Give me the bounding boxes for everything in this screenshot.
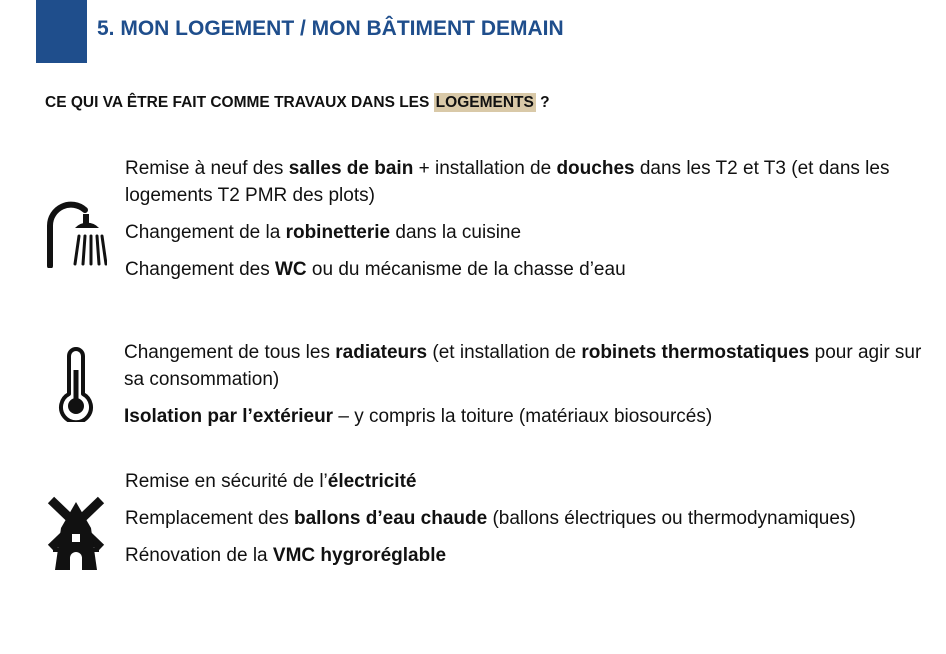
- list-item: [125, 155, 915, 209]
- section-subtitle: [45, 94, 550, 112]
- subtitle-question: ?: [535, 94, 550, 111]
- bold-text: WC: [275, 259, 307, 280]
- text: – y compris la toiture (matériaux biosourcés): [333, 406, 713, 427]
- text: Remise en sécurité de l’: [125, 471, 328, 492]
- list-item: [125, 542, 885, 569]
- text: dans la cuisine: [390, 222, 522, 243]
- bold-text: robinets thermostatiques: [581, 342, 810, 363]
- bold-text: ballons d’eau chaude: [293, 508, 488, 529]
- subtitle-highlight: LOGEMENTS: [435, 94, 534, 111]
- list-item: [124, 339, 924, 393]
- text: Rénovation de la: [125, 545, 273, 566]
- bold-text: salles de bain: [288, 158, 414, 179]
- page-title: 5. MON LOGEMENT / MON BÂTIMENT DEMAIN: [97, 17, 564, 40]
- bold-text: douches: [556, 158, 635, 179]
- bold-text: radiateurs: [335, 342, 428, 363]
- text: ou du mécanisme de la chasse d’eau: [306, 259, 626, 280]
- shower-icon: [45, 200, 107, 268]
- list-item: [124, 403, 924, 430]
- text: + installation de: [413, 158, 557, 179]
- list-item: [125, 256, 915, 283]
- list-item: [125, 505, 885, 532]
- bold-text: VMC hygroréglable: [272, 545, 447, 566]
- text: (et installation de: [427, 342, 582, 363]
- bathroom-list: [125, 155, 915, 293]
- windmill-icon: [45, 494, 107, 570]
- text: dans les T2 et T3 (et dans les logements T2 PMR des plots): [125, 158, 890, 206]
- list-item: [125, 468, 885, 495]
- title-accent-block: [36, 0, 87, 63]
- thermometer-icon: [58, 346, 94, 422]
- bold-text: robinetterie: [285, 222, 391, 243]
- electricity-list: [125, 468, 885, 579]
- subtitle-text: CE QUI VA ÊTRE FAIT COMME TRAVAUX DANS LES: [45, 94, 434, 111]
- text: pour agir sur sa consommation): [124, 342, 922, 390]
- text: (ballons électriques ou thermodynamiques): [487, 508, 856, 529]
- text: Remplacement des: [125, 508, 294, 529]
- text: Changement de la: [125, 222, 286, 243]
- text: Changement des: [125, 259, 275, 280]
- heating-list: [124, 339, 924, 440]
- text: Remise à neuf des: [125, 158, 289, 179]
- bold-text: électricité: [327, 471, 417, 492]
- bold-text: Isolation par l’extérieur: [124, 406, 334, 427]
- text: Changement de tous les: [124, 342, 336, 363]
- list-item: [125, 219, 915, 246]
